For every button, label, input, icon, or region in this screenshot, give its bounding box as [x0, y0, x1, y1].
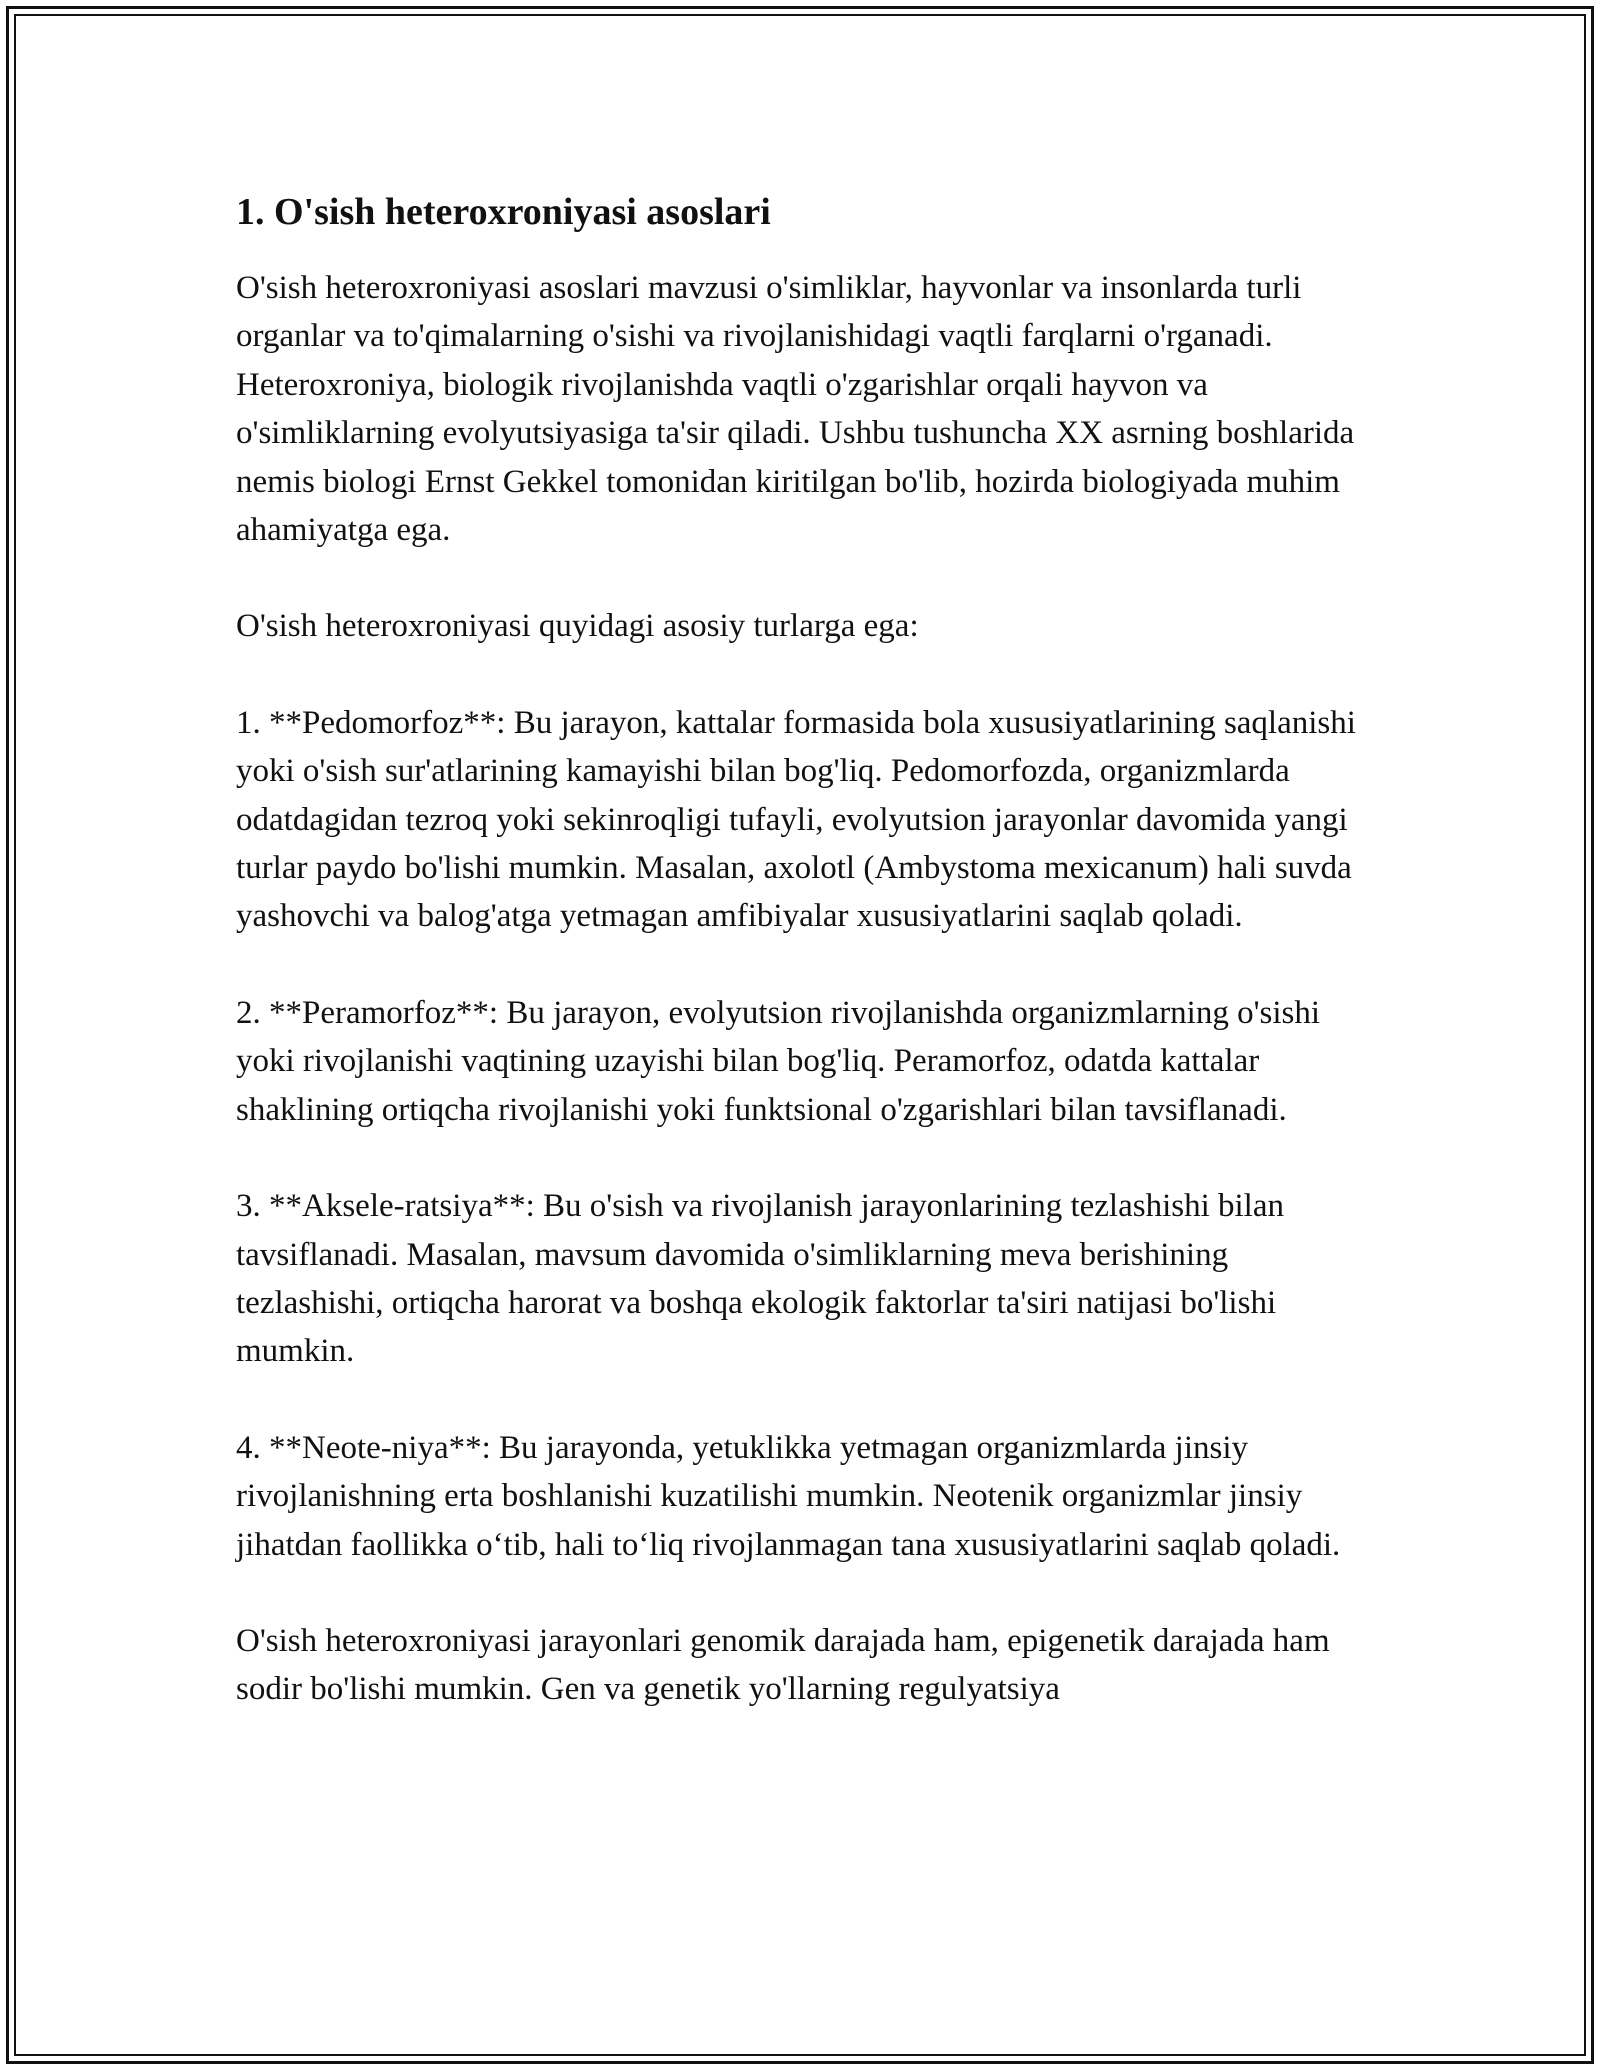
- intro-paragraph: O'sish heteroxroniyasi asoslari mavzusi o'simliklar, hayvonlar va insonlarda turli organlar va to'qimalarning o'sishi va rivojlanishidagi vaqtli farqlarni o'rganadi. Heteroxroniya, biologik rivojlanishda vaqtli o'zgarishlar orqali hayvon va o'simliklarning evolyutsiyasiga ta'sir qiladi. Ushbu tushuncha XX asrning boshlarida nemis biologi Ernst Gekkel tomonidan kiritilgan bo'lib, hozirda biologiyada muhim ahamiyatga ega.: [236, 270, 1355, 549]
- pedomorfoz-paragraph: 1. **Pedomorfoz**: Bu jarayon, kattalar formasida bola xususiyatlarining saqlanishi yoki o'sish sur'atlarining kamayishi bilan bog'liq. Pedomorfozda, organizmlarda odatdagidan tezroq yoki sekinroqligi tufayli, evolyutsion jarayonlar davomida yangi turlar paydo bo'lishi mumkin. Masalan, axolotl (Ambystoma mexicanum) hali suvda yashovchi va balog'atga yetmagan amfibiyalar xususiyatlarini saqlab qoladi.: [236, 704, 1356, 935]
- closing-paragraph: O'sish heteroxroniyasi jarayonlari genomik darajada ham, epigenetik darajada ham sodir bo'lishi mumkin. Gen va genetik yo'llarning regulyatsiya: [236, 1622, 1330, 1708]
- types-intro-paragraph: O'sish heteroxroniyasi quyidagi asosiy turlarga ega:: [236, 608, 919, 645]
- peramorfoz-paragraph: 2. **Peramorfoz**: Bu jarayon, evolyutsion rivojlanishda organizmlarning o'sishi yoki rivojlanishi vaqtining uzayishi bilan bog'liq. Peramorfoz, odatda kattalar shaklining ortiqcha rivojlanishi yoki funktsional o'zgarishlari bilan tavsiflanadi.: [236, 994, 1321, 1128]
- section-heading: 1. O'sish heteroxroniyasi asoslari: [236, 191, 771, 233]
- document-body: [236, 186, 1366, 1762]
- akseleratsiya-paragraph: 3. **Aksele-ratsiya**: Bu o'sish va rivojlanish jarayonlarining tezlashishi bilan tavsiflanadi. Masalan, mavsum davomida o'simliklarning meva berishining tezlashishi, ortiqcha harorat va boshqa ekologik faktorlar ta'siri natijasi bo'lishi mumkin.: [236, 1188, 1284, 1370]
- neoteniya-paragraph: 4. **Neote-niya**: Bu jarayonda, yetuklikka yetmagan organizmlarda jinsiy rivojlanishning erta boshlanishi kuzatilishi mumkin. Neotenik organizmlar jinsiy jihatdan faollikka o‘tib, hali to‘liq rivojlanmagan tana xususiyatlarini saqlab qoladi.: [236, 1429, 1341, 1563]
